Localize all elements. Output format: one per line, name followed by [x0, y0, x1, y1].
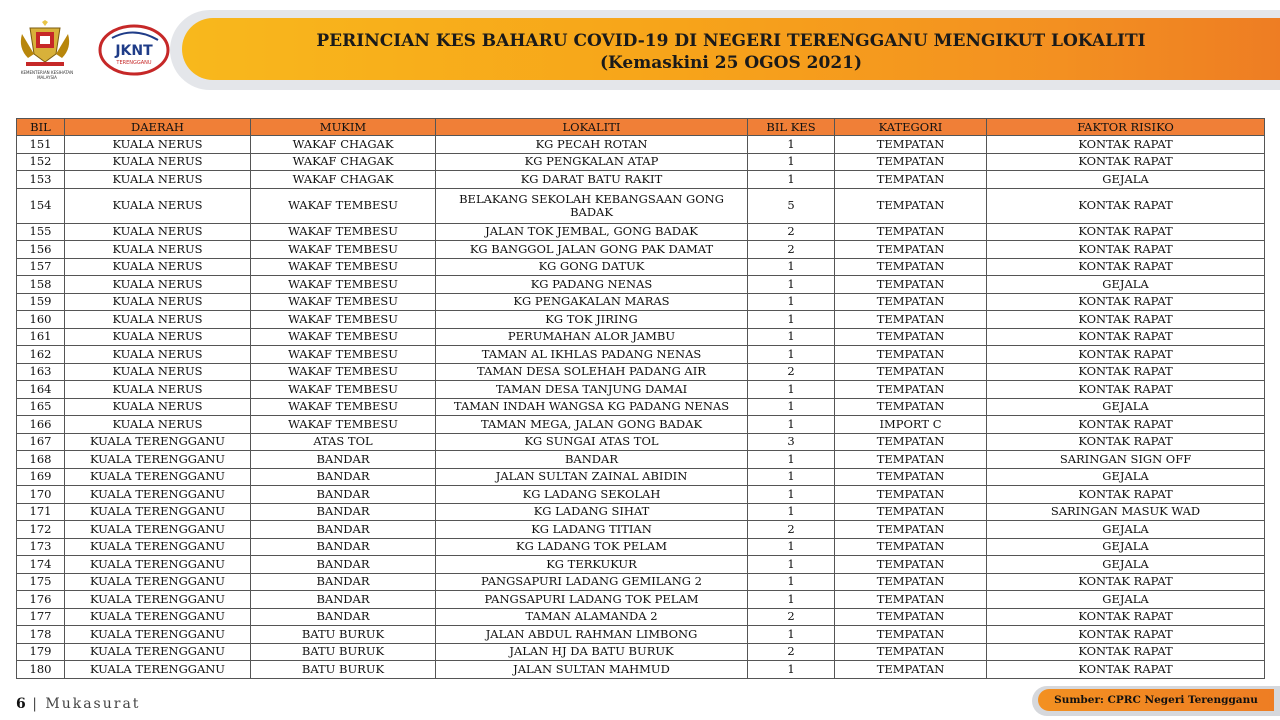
- table-row: [17, 136, 1265, 154]
- header-mukim: MUKIM: [251, 119, 436, 136]
- cell-lokaliti: JALAN HJ DA BATU BURUK: [436, 643, 748, 661]
- cell-daerah: KUALA NERUS: [65, 398, 251, 416]
- table-row: [17, 171, 1265, 189]
- cell-faktor-risiko: KONTAK RAPAT: [987, 346, 1265, 364]
- cell-lokaliti: KG LADANG SEKOLAH: [436, 486, 748, 504]
- cell-kategori: TEMPATAN: [835, 258, 987, 276]
- cell-lokaliti: KG SUNGAI ATAS TOL: [436, 433, 748, 451]
- header-bil-kes: BIL KES: [748, 119, 835, 136]
- cell-kategori: TEMPATAN: [835, 293, 987, 311]
- cell-kategori: TEMPATAN: [835, 346, 987, 364]
- crest-caption: KEMENTERIAN KESIHATAN MALAYSIA: [20, 70, 74, 80]
- table-row: [17, 538, 1265, 556]
- cell-lokaliti: KG GONG DATUK: [436, 258, 748, 276]
- cell-kategori: TEMPATAN: [835, 363, 987, 381]
- cell-bil-kes: 1: [748, 258, 835, 276]
- cell-bil: 173: [17, 538, 65, 556]
- cell-daerah: KUALA NERUS: [65, 188, 251, 223]
- cell-bil-kes: 1: [748, 153, 835, 171]
- cell-bil-kes: 2: [748, 608, 835, 626]
- cell-faktor-risiko: KONTAK RAPAT: [987, 363, 1265, 381]
- cell-lokaliti: KG DARAT BATU RAKIT: [436, 171, 748, 189]
- cell-faktor-risiko: GEJALA: [987, 591, 1265, 609]
- header-faktor-risiko: FAKTOR RISIKO: [987, 119, 1265, 136]
- logo-area: [12, 20, 172, 82]
- table-row: [17, 223, 1265, 241]
- cell-lokaliti: TAMAN DESA SOLEHAH PADANG AIR: [436, 363, 748, 381]
- cell-kategori: TEMPATAN: [835, 241, 987, 259]
- cell-bil-kes: 1: [748, 416, 835, 434]
- cell-daerah: KUALA NERUS: [65, 416, 251, 434]
- cell-kategori: TEMPATAN: [835, 223, 987, 241]
- cell-bil: 153: [17, 171, 65, 189]
- table-row: [17, 626, 1265, 644]
- cell-kategori: TEMPATAN: [835, 328, 987, 346]
- cell-mukim: WAKAF TEMBESU: [251, 188, 436, 223]
- cell-daerah: KUALA NERUS: [65, 346, 251, 364]
- cell-daerah: KUALA NERUS: [65, 276, 251, 294]
- cell-daerah: KUALA TERENGGANU: [65, 521, 251, 539]
- cell-daerah: KUALA NERUS: [65, 328, 251, 346]
- cell-kategori: TEMPATAN: [835, 451, 987, 469]
- cell-daerah: KUALA TERENGGANU: [65, 643, 251, 661]
- cell-mukim: BANDAR: [251, 486, 436, 504]
- table-row: [17, 451, 1265, 469]
- cell-bil-kes: 1: [748, 626, 835, 644]
- cell-kategori: TEMPATAN: [835, 311, 987, 329]
- page-label: Mukasurat: [45, 696, 141, 712]
- cell-lokaliti: BELAKANG SEKOLAH KEBANGSAAN GONG BADAK: [436, 188, 748, 223]
- cell-daerah: KUALA NERUS: [65, 136, 251, 154]
- table-row: [17, 293, 1265, 311]
- table-row: [17, 643, 1265, 661]
- cell-mukim: WAKAF TEMBESU: [251, 346, 436, 364]
- cell-bil-kes: 2: [748, 643, 835, 661]
- cell-lokaliti: PANGSAPURI LADANG GEMILANG 2: [436, 573, 748, 591]
- cell-bil: 171: [17, 503, 65, 521]
- cell-kategori: IMPORT C: [835, 416, 987, 434]
- table-row: [17, 241, 1265, 259]
- cell-faktor-risiko: KONTAK RAPAT: [987, 381, 1265, 399]
- cell-bil-kes: 1: [748, 171, 835, 189]
- cell-bil: 157: [17, 258, 65, 276]
- cell-bil: 174: [17, 556, 65, 574]
- cell-bil: 180: [17, 661, 65, 679]
- table-body: [17, 136, 1265, 679]
- cell-mukim: BANDAR: [251, 521, 436, 539]
- header-lokaliti: LOKALITI: [436, 119, 748, 136]
- cell-bil: 178: [17, 626, 65, 644]
- cell-kategori: TEMPATAN: [835, 188, 987, 223]
- cell-daerah: KUALA NERUS: [65, 171, 251, 189]
- cell-daerah: KUALA NERUS: [65, 258, 251, 276]
- cell-bil: 164: [17, 381, 65, 399]
- cell-daerah: KUALA NERUS: [65, 153, 251, 171]
- cell-kategori: TEMPATAN: [835, 468, 987, 486]
- cell-faktor-risiko: KONTAK RAPAT: [987, 153, 1265, 171]
- cell-bil-kes: 1: [748, 486, 835, 504]
- cell-bil: 175: [17, 573, 65, 591]
- cell-mukim: WAKAF TEMBESU: [251, 258, 436, 276]
- cell-faktor-risiko: GEJALA: [987, 468, 1265, 486]
- cell-faktor-risiko: KONTAK RAPAT: [987, 258, 1265, 276]
- cell-kategori: TEMPATAN: [835, 486, 987, 504]
- cell-mukim: WAKAF TEMBESU: [251, 328, 436, 346]
- cell-faktor-risiko: GEJALA: [987, 538, 1265, 556]
- page-separator: |: [32, 696, 39, 712]
- table-row: [17, 328, 1265, 346]
- cell-faktor-risiko: KONTAK RAPAT: [987, 188, 1265, 223]
- table-row: [17, 153, 1265, 171]
- cell-mukim: WAKAF TEMBESU: [251, 293, 436, 311]
- cell-bil: 176: [17, 591, 65, 609]
- jknt-logo: [98, 24, 170, 76]
- cell-bil: 165: [17, 398, 65, 416]
- cell-lokaliti: TAMAN ALAMANDA 2: [436, 608, 748, 626]
- cell-mukim: WAKAF TEMBESU: [251, 311, 436, 329]
- cell-mukim: WAKAF TEMBESU: [251, 416, 436, 434]
- title-line-2: (Kemaskini 25 OGOS 2021): [599, 53, 863, 73]
- cell-lokaliti: PERUMAHAN ALOR JAMBU: [436, 328, 748, 346]
- table-row: [17, 188, 1265, 223]
- cell-faktor-risiko: GEJALA: [987, 556, 1265, 574]
- cell-mukim: BATU BURUK: [251, 661, 436, 679]
- cell-faktor-risiko: KONTAK RAPAT: [987, 626, 1265, 644]
- cell-daerah: KUALA TERENGGANU: [65, 486, 251, 504]
- cell-lokaliti: TAMAN AL IKHLAS PADANG NENAS: [436, 346, 748, 364]
- cell-bil: 172: [17, 521, 65, 539]
- cell-bil-kes: 2: [748, 241, 835, 259]
- cell-kategori: TEMPATAN: [835, 608, 987, 626]
- jknt-logo-caption: TERENGGANU: [116, 60, 152, 66]
- cell-daerah: KUALA TERENGGANU: [65, 591, 251, 609]
- table-row: [17, 381, 1265, 399]
- cell-faktor-risiko: GEJALA: [987, 276, 1265, 294]
- cell-lokaliti: JALAN TOK JEMBAL, GONG BADAK: [436, 223, 748, 241]
- cell-bil: 177: [17, 608, 65, 626]
- cell-kategori: TEMPATAN: [835, 661, 987, 679]
- cell-bil-kes: 2: [748, 223, 835, 241]
- cell-bil-kes: 1: [748, 556, 835, 574]
- cell-daerah: KUALA TERENGGANU: [65, 468, 251, 486]
- cell-kategori: TEMPATAN: [835, 381, 987, 399]
- cell-daerah: KUALA TERENGGANU: [65, 538, 251, 556]
- cell-bil-kes: 1: [748, 381, 835, 399]
- cell-daerah: KUALA NERUS: [65, 293, 251, 311]
- table-row: [17, 276, 1265, 294]
- table-row: [17, 556, 1265, 574]
- cell-bil: 161: [17, 328, 65, 346]
- cell-faktor-risiko: KONTAK RAPAT: [987, 661, 1265, 679]
- cell-lokaliti: JALAN SULTAN MAHMUD: [436, 661, 748, 679]
- header-daerah: DAERAH: [65, 119, 251, 136]
- cell-faktor-risiko: KONTAK RAPAT: [987, 643, 1265, 661]
- cell-lokaliti: KG PENGAKALAN MARAS: [436, 293, 748, 311]
- table-row: [17, 416, 1265, 434]
- table-row: [17, 608, 1265, 626]
- cell-mukim: BANDAR: [251, 573, 436, 591]
- cell-mukim: WAKAF CHAGAK: [251, 171, 436, 189]
- cell-daerah: KUALA NERUS: [65, 363, 251, 381]
- cell-faktor-risiko: KONTAK RAPAT: [987, 416, 1265, 434]
- cell-kategori: TEMPATAN: [835, 556, 987, 574]
- cases-table: [16, 118, 1265, 679]
- cell-kategori: TEMPATAN: [835, 626, 987, 644]
- cell-faktor-risiko: KONTAK RAPAT: [987, 293, 1265, 311]
- cell-faktor-risiko: KONTAK RAPAT: [987, 241, 1265, 259]
- cell-lokaliti: JALAN SULTAN ZAINAL ABIDIN: [436, 468, 748, 486]
- cell-lokaliti: KG PENGKALAN ATAP: [436, 153, 748, 171]
- table-row: [17, 521, 1265, 539]
- cell-daerah: KUALA TERENGGANU: [65, 451, 251, 469]
- cell-kategori: TEMPATAN: [835, 503, 987, 521]
- cell-lokaliti: KG TOK JIRING: [436, 311, 748, 329]
- cell-bil: 170: [17, 486, 65, 504]
- cell-bil-kes: 1: [748, 311, 835, 329]
- cell-bil-kes: 1: [748, 503, 835, 521]
- cell-mukim: BATU BURUK: [251, 626, 436, 644]
- cell-mukim: WAKAF CHAGAK: [251, 153, 436, 171]
- cell-mukim: BANDAR: [251, 503, 436, 521]
- table-row: [17, 346, 1265, 364]
- cell-lokaliti: TAMAN INDAH WANGSA KG PADANG NENAS: [436, 398, 748, 416]
- cell-kategori: TEMPATAN: [835, 643, 987, 661]
- cell-faktor-risiko: GEJALA: [987, 398, 1265, 416]
- cell-daerah: KUALA TERENGGANU: [65, 503, 251, 521]
- cell-bil-kes: 1: [748, 661, 835, 679]
- cell-lokaliti: KG LADANG TITIAN: [436, 521, 748, 539]
- cell-mukim: BANDAR: [251, 608, 436, 626]
- table-row: [17, 503, 1265, 521]
- cell-daerah: KUALA TERENGGANU: [65, 626, 251, 644]
- cell-mukim: BANDAR: [251, 451, 436, 469]
- cell-bil-kes: 1: [748, 538, 835, 556]
- cell-lokaliti: KG PECAH ROTAN: [436, 136, 748, 154]
- cell-faktor-risiko: KONTAK RAPAT: [987, 223, 1265, 241]
- cell-kategori: TEMPATAN: [835, 538, 987, 556]
- header-bil: BIL: [17, 119, 65, 136]
- cell-mukim: BATU BURUK: [251, 643, 436, 661]
- cell-mukim: BANDAR: [251, 538, 436, 556]
- cell-bil-kes: 3: [748, 433, 835, 451]
- cell-bil-kes: 2: [748, 521, 835, 539]
- cell-bil: 154: [17, 188, 65, 223]
- cell-bil-kes: 1: [748, 328, 835, 346]
- cell-daerah: KUALA NERUS: [65, 241, 251, 259]
- cell-daerah: KUALA TERENGGANU: [65, 556, 251, 574]
- table-row: [17, 591, 1265, 609]
- cell-bil: 167: [17, 433, 65, 451]
- cell-kategori: TEMPATAN: [835, 433, 987, 451]
- page-number: 6: [16, 696, 26, 712]
- table-row: [17, 433, 1265, 451]
- cell-bil-kes: 1: [748, 573, 835, 591]
- cell-daerah: KUALA TERENGGANU: [65, 573, 251, 591]
- cell-bil: 162: [17, 346, 65, 364]
- title-line-1: PERINCIAN KES BAHARU COVID-19 DI NEGERI TERENGGANU MENGIKUT LOKALITI: [316, 31, 1146, 51]
- cell-lokaliti: KG BANGGOL JALAN GONG PAK DAMAT: [436, 241, 748, 259]
- table-row: [17, 661, 1265, 679]
- cell-lokaliti: KG LADANG SIHAT: [436, 503, 748, 521]
- table-row: [17, 258, 1265, 276]
- cell-bil-kes: 1: [748, 591, 835, 609]
- cell-mukim: ATAS TOL: [251, 433, 436, 451]
- cell-mukim: BANDAR: [251, 468, 436, 486]
- cell-bil-kes: 2: [748, 363, 835, 381]
- cell-mukim: BANDAR: [251, 591, 436, 609]
- cell-bil-kes: 1: [748, 451, 835, 469]
- cell-faktor-risiko: KONTAK RAPAT: [987, 433, 1265, 451]
- cell-bil: 169: [17, 468, 65, 486]
- cell-mukim: WAKAF TEMBESU: [251, 381, 436, 399]
- cell-bil: 168: [17, 451, 65, 469]
- cell-daerah: KUALA NERUS: [65, 381, 251, 399]
- cell-kategori: TEMPATAN: [835, 276, 987, 294]
- cell-mukim: WAKAF TEMBESU: [251, 398, 436, 416]
- cell-kategori: TEMPATAN: [835, 521, 987, 539]
- cell-faktor-risiko: SARINGAN SIGN OFF: [987, 451, 1265, 469]
- cell-daerah: KUALA NERUS: [65, 311, 251, 329]
- cell-bil: 151: [17, 136, 65, 154]
- cell-bil: 159: [17, 293, 65, 311]
- cell-mukim: WAKAF TEMBESU: [251, 363, 436, 381]
- cell-lokaliti: BANDAR: [436, 451, 748, 469]
- cell-lokaliti: TAMAN DESA TANJUNG DAMAI: [436, 381, 748, 399]
- cell-lokaliti: TAMAN MEGA, JALAN GONG BADAK: [436, 416, 748, 434]
- source-badge: Sumber: CPRC Negeri Terengganu: [1038, 689, 1274, 711]
- cell-bil-kes: 1: [748, 346, 835, 364]
- cell-bil-kes: 1: [748, 293, 835, 311]
- cell-faktor-risiko: GEJALA: [987, 521, 1265, 539]
- cell-bil-kes: 1: [748, 276, 835, 294]
- header-kategori: KATEGORI: [835, 119, 987, 136]
- cell-bil: 155: [17, 223, 65, 241]
- cell-faktor-risiko: KONTAK RAPAT: [987, 311, 1265, 329]
- cell-lokaliti: KG TERKUKUR: [436, 556, 748, 574]
- cell-daerah: KUALA TERENGGANU: [65, 433, 251, 451]
- cell-kategori: TEMPATAN: [835, 573, 987, 591]
- cell-faktor-risiko: KONTAK RAPAT: [987, 328, 1265, 346]
- cell-bil-kes: 1: [748, 136, 835, 154]
- page-footer: [16, 696, 140, 712]
- table-row: [17, 311, 1265, 329]
- cell-daerah: KUALA NERUS: [65, 223, 251, 241]
- cell-bil: 163: [17, 363, 65, 381]
- cell-lokaliti: PANGSAPURI LADANG TOK PELAM: [436, 591, 748, 609]
- page-title: [182, 30, 1280, 74]
- cell-bil: 166: [17, 416, 65, 434]
- cell-mukim: WAKAF TEMBESU: [251, 276, 436, 294]
- cell-faktor-risiko: KONTAK RAPAT: [987, 573, 1265, 591]
- table-row: [17, 363, 1265, 381]
- cell-mukim: BANDAR: [251, 556, 436, 574]
- cell-faktor-risiko: KONTAK RAPAT: [987, 608, 1265, 626]
- table-header-row: [17, 119, 1265, 136]
- cell-bil-kes: 1: [748, 398, 835, 416]
- cell-bil: 179: [17, 643, 65, 661]
- cell-kategori: TEMPATAN: [835, 398, 987, 416]
- cell-daerah: KUALA TERENGGANU: [65, 608, 251, 626]
- table-row: [17, 468, 1265, 486]
- table-row: [17, 398, 1265, 416]
- cell-bil-kes: 5: [748, 188, 835, 223]
- cell-kategori: TEMPATAN: [835, 153, 987, 171]
- cell-kategori: TEMPATAN: [835, 136, 987, 154]
- jknt-logo-text: JKNT: [115, 43, 153, 59]
- cell-mukim: WAKAF TEMBESU: [251, 241, 436, 259]
- cell-lokaliti: KG PADANG NENAS: [436, 276, 748, 294]
- cell-faktor-risiko: KONTAK RAPAT: [987, 136, 1265, 154]
- cell-daerah: KUALA TERENGGANU: [65, 661, 251, 679]
- cell-mukim: WAKAF CHAGAK: [251, 136, 436, 154]
- table-row: [17, 486, 1265, 504]
- cell-faktor-risiko: KONTAK RAPAT: [987, 486, 1265, 504]
- cell-bil-kes: 1: [748, 468, 835, 486]
- table-row: [17, 573, 1265, 591]
- cell-bil: 158: [17, 276, 65, 294]
- cell-lokaliti: KG LADANG TOK PELAM: [436, 538, 748, 556]
- cell-lokaliti: JALAN ABDUL RAHMAN LIMBONG: [436, 626, 748, 644]
- cell-bil: 152: [17, 153, 65, 171]
- cell-mukim: WAKAF TEMBESU: [251, 223, 436, 241]
- cell-kategori: TEMPATAN: [835, 591, 987, 609]
- cell-faktor-risiko: GEJALA: [987, 171, 1265, 189]
- cell-kategori: TEMPATAN: [835, 171, 987, 189]
- cell-bil: 156: [17, 241, 65, 259]
- cell-faktor-risiko: SARINGAN MASUK WAD: [987, 503, 1265, 521]
- cell-bil: 160: [17, 311, 65, 329]
